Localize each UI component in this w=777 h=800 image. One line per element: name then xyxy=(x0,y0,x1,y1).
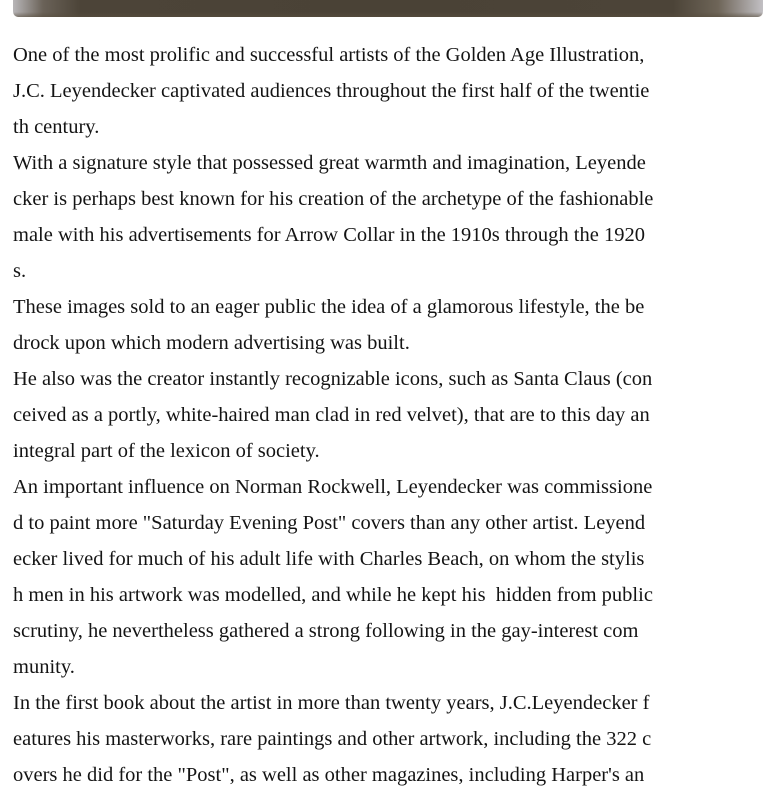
text-line: eatures his masterworks, rare paintings and other artwork, including the 322 c xyxy=(13,728,652,750)
text-line: ecker lived for much of his adult life with Charles Beach, on whom the stylis xyxy=(13,548,645,570)
text-line: ceived as a portly, white-haired man clad in red velvet), that are to this day an xyxy=(13,404,650,426)
text-line: munity. xyxy=(13,656,75,678)
text-line: male with his advertisements for Arrow Collar in the 1910s through the 1920 xyxy=(13,224,645,246)
text-line: integral part of the lexicon of society. xyxy=(13,440,320,462)
paragraph-1 xyxy=(13,37,773,145)
paragraph-6 xyxy=(13,685,773,793)
text-line: s. xyxy=(13,260,27,282)
paragraph-3 xyxy=(13,289,773,361)
text-line: d to paint more "Saturday Evening Post" covers than any other artist. Leyend xyxy=(13,512,646,534)
paragraph-5 xyxy=(13,469,773,685)
text-line: He also was the creator instantly recognizable icons, such as Santa Claus (con xyxy=(13,368,653,390)
paragraph-4 xyxy=(13,361,773,469)
text-line: J.C. Leyendecker captivated audiences throughout the first half of the twentie xyxy=(13,80,650,102)
text-line: overs he did for the "Post", as well as other magazines, including Harper's an xyxy=(13,764,645,786)
text-line: cker is perhaps best known for his creation of the archetype of the fashionable xyxy=(13,188,654,210)
article-body xyxy=(13,37,773,793)
paragraph-2 xyxy=(13,145,773,289)
text-line: With a signature style that possessed great warmth and imagination, Leyende xyxy=(13,152,646,174)
header-photo xyxy=(13,0,763,17)
text-line: scrutiny, he nevertheless gathered a strong following in the gay-interest com xyxy=(13,620,639,642)
text-line: These images sold to an eager public the idea of a glamorous lifestyle, the be xyxy=(13,296,645,318)
text-line: h men in his artwork was modelled, and while he kept his hidden from public xyxy=(13,584,653,606)
text-line: In the first book about the artist in more than twenty years, J.C.Leyendecker f xyxy=(13,692,650,714)
text-line: drock upon which modern advertising was built. xyxy=(13,332,410,354)
text-line: An important influence on Norman Rockwell, Leyendecker was commissione xyxy=(13,476,653,498)
text-line: th century. xyxy=(13,116,100,138)
text-line: One of the most prolific and successful artists of the Golden Age Illustration, xyxy=(13,44,645,66)
